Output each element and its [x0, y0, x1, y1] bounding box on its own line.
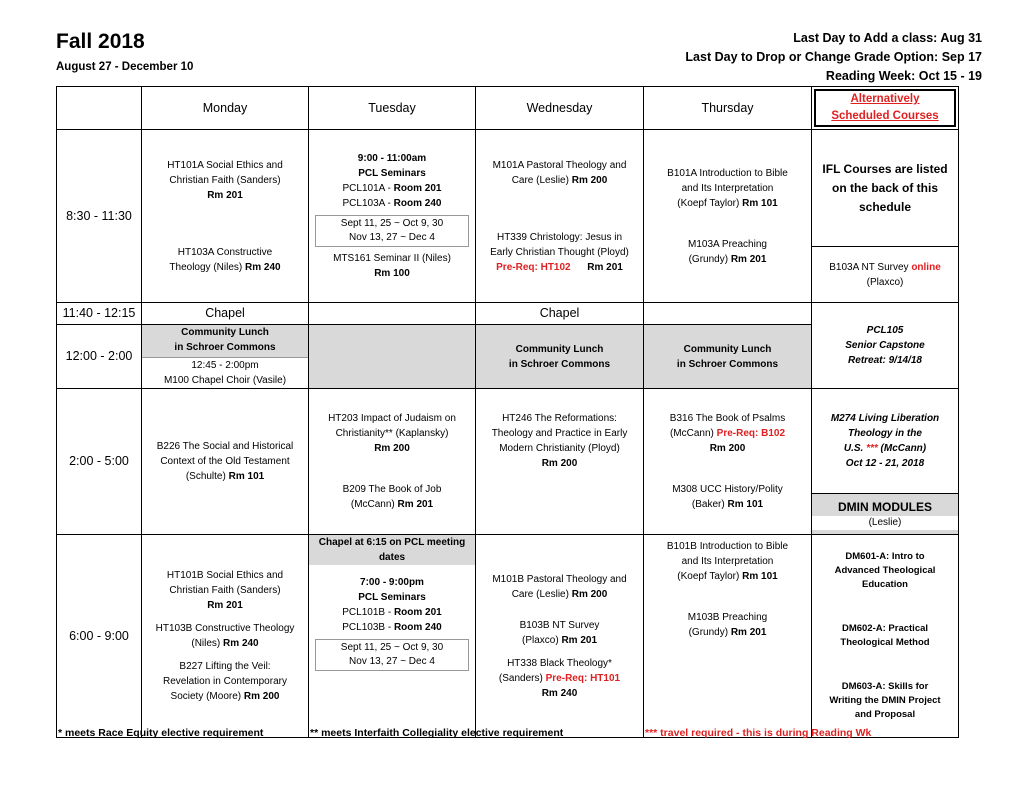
- session-time: 7:00 - 9:00pm: [360, 577, 424, 588]
- course-line: HT103B Constructive Theology: [155, 623, 295, 634]
- meeting-dates-box: [315, 639, 469, 671]
- ifl-line: on the back of this: [831, 180, 938, 195]
- schedule-table: [56, 86, 959, 738]
- course-line: Pre-Req: HT102 Rm 201: [496, 261, 623, 273]
- course-line: HT246 The Reformations:: [502, 413, 617, 424]
- course-line: (McCann) Pre-Req: B102: [669, 428, 786, 439]
- header-row: [57, 87, 959, 130]
- dmin-course: and Proposal: [854, 709, 916, 720]
- online-course: [812, 246, 958, 302]
- meeting-dates: Sept 11, 25 ~ Oct 9, 30: [340, 642, 444, 653]
- col-tuesday: Tuesday: [309, 87, 476, 130]
- alt-header-line2: Scheduled Courses: [831, 110, 939, 122]
- course-line: (Schulte) Rm 101: [185, 471, 265, 482]
- dmin-instructor: (Leslie): [812, 516, 958, 530]
- lunch-line: Community Lunch: [683, 343, 772, 355]
- course-line: HT338 Black Theology*: [507, 657, 612, 669]
- course-line: MTS161 Seminar II (Niles): [333, 253, 451, 264]
- course-line: PCL103A - Room 240: [342, 198, 442, 209]
- course-line: (Niles) Rm 240: [191, 638, 259, 649]
- dmin-header: [812, 493, 958, 534]
- add-deadline: Last Day to Add a class: Aug 31: [793, 31, 982, 45]
- course-line: (Grundy) Rm 201: [688, 627, 767, 638]
- cell-alt-evening: [812, 535, 959, 738]
- term-dates: August 27 - December 10: [56, 61, 194, 73]
- dmin-course: DM601-A: Intro to: [845, 551, 925, 562]
- course-line: Theology and Practice in Early: [491, 428, 628, 439]
- footnote-race: * meets Race Equity elective requirement: [58, 727, 264, 739]
- session-title: PCL Seminars: [358, 592, 426, 603]
- course-line: PCL103B - Room 240: [342, 622, 442, 633]
- course-line: M103A Preaching: [688, 238, 767, 250]
- time-cell: 2:00 - 5:00: [57, 389, 142, 535]
- course-line: (Baker) Rm 101: [691, 499, 764, 510]
- course-line: Care (Leslie) Rm 200: [511, 174, 608, 186]
- cell-alt-morning: [812, 130, 959, 303]
- dmin-course: DM602-A: Practical: [841, 623, 929, 634]
- dmin-course: Education: [862, 579, 908, 590]
- room: Rm 200: [541, 458, 578, 469]
- time-cell: 12:00 - 2:00: [57, 325, 142, 389]
- session-time: 9:00 - 11:00am: [357, 153, 427, 164]
- room: Rm 100: [374, 268, 410, 279]
- dmin-title: DMIN MODULES: [838, 500, 932, 514]
- lunch-line: in Schroer Commons: [174, 342, 276, 353]
- course-line: HT101B Social Ethics and: [166, 570, 284, 581]
- lunch-line: in Schroer Commons: [676, 358, 779, 370]
- time-cell: 11:40 - 12:15: [57, 303, 142, 325]
- capstone-date: Retreat: 9/14/18: [848, 355, 922, 366]
- meeting-dates: Nov 13, 27 ~ Dec 4: [349, 656, 435, 667]
- deadlines: [685, 29, 982, 86]
- corner-cell: [57, 87, 142, 130]
- row-afternoon: [57, 389, 959, 535]
- cell-mon-evening: [142, 535, 309, 738]
- dmin-course: DM603-A: Skills for: [841, 681, 929, 692]
- cell-wed-afternoon: [476, 389, 644, 535]
- room: Rm 240: [541, 687, 578, 699]
- prereq: Pre-Req: B102: [716, 428, 786, 439]
- meeting-dates: Sept 11, 25 ~ Oct 9, 30: [340, 218, 444, 229]
- dmin-course: Advanced Theological: [834, 565, 936, 576]
- room: Rm 201: [207, 189, 243, 201]
- course-line: B103B NT Survey: [519, 619, 600, 631]
- cell-thu-morning: [644, 130, 812, 303]
- course-line: Christian Faith (Sanders): [169, 174, 281, 186]
- ifl-line: IFL Courses are listed: [822, 161, 948, 176]
- course-line: (Koepf Taylor) Rm 101: [677, 571, 778, 582]
- cell-tue-lunch: [309, 325, 476, 389]
- dmin-course: Theological Method: [840, 637, 930, 648]
- lunch-line: Community Lunch: [181, 327, 269, 338]
- time-cell: 6:00 - 9:00: [57, 535, 142, 738]
- course-line: Care (Leslie) Rm 200: [511, 588, 608, 600]
- empty-cell: [309, 303, 476, 325]
- col-monday: Monday: [142, 87, 309, 130]
- course-line: (Plaxco) Rm 201: [521, 634, 598, 646]
- chapel-wed: Chapel: [476, 303, 644, 325]
- lunch-line: in Schroer Commons: [508, 358, 611, 370]
- cell-thu-evening: [644, 535, 812, 738]
- course-line: M274 Living Liberation: [830, 413, 940, 424]
- course-line: B101B Introduction to Bible: [666, 541, 789, 552]
- cell-wed-lunch: [476, 325, 644, 389]
- footnote-travel: *** travel required - this is during Reading Wk: [645, 727, 872, 739]
- cell-tue-evening: [309, 535, 476, 738]
- online-tag: online: [911, 261, 941, 273]
- course-line: Christianity** (Kaplansky): [335, 428, 449, 439]
- chapel-note-line: dates: [378, 552, 406, 563]
- ifl-line: schedule: [858, 199, 912, 214]
- course-line: (Plaxco): [866, 276, 904, 288]
- ifl-note: [812, 130, 958, 246]
- course-dates: Oct 12 - 21, 2018: [845, 458, 925, 469]
- cell-mon-lunch: [142, 325, 309, 389]
- course-line: Theology (Niles) Rm 240: [169, 261, 281, 273]
- room: Rm 200: [374, 443, 410, 454]
- page-title: Fall 2018: [56, 30, 145, 53]
- course-line: B101A Introduction to Bible: [667, 167, 788, 179]
- drop-deadline: Last Day to Drop or Change Grade Option: Sep 17: [685, 50, 982, 64]
- alt-header: [814, 89, 956, 127]
- col-alternative: [812, 87, 959, 130]
- cell-alt-midday: [812, 303, 959, 389]
- course-line: Revelation in Contemporary: [163, 676, 287, 687]
- chapel-note: [309, 535, 475, 565]
- course-line: Modern Christianity (Ployd): [499, 443, 620, 454]
- alt-header-line1: Alternatively: [850, 93, 920, 105]
- course-line: PCL101B - Room 201: [342, 607, 442, 618]
- room: Rm 240: [245, 261, 281, 273]
- meeting-dates: Nov 13, 27 ~ Dec 4: [349, 232, 435, 243]
- cell-thu-lunch: [644, 325, 812, 389]
- course-line: B103A NT Survey online: [829, 261, 941, 273]
- prereq: Pre-Req: HT101: [545, 672, 621, 684]
- course-line: HT339 Christology: Jesus in: [496, 231, 623, 243]
- course-line: and Its Interpretation: [681, 556, 774, 567]
- course-line: M101A Pastoral Theology and: [492, 159, 627, 171]
- reading-week: Reading Week: Oct 15 - 19: [825, 69, 982, 83]
- capstone-code: PCL105: [866, 325, 904, 336]
- course-line: Society (Moore) Rm 200: [170, 691, 280, 702]
- cell-wed-morning: [476, 130, 644, 303]
- cell-alt-afternoon: [812, 389, 959, 535]
- course-line: M103B Preaching: [687, 612, 768, 623]
- room: Rm 201: [207, 600, 243, 611]
- meeting-dates-box: [315, 215, 469, 247]
- course-line: (McCann) Rm 201: [350, 499, 434, 510]
- course-line: U.S. *** (McCann): [843, 443, 927, 454]
- course-line: 12:45 - 2:00pm: [191, 360, 259, 371]
- row-chapel: [57, 303, 959, 325]
- chapel-note-line: Chapel at 6:15 on PCL meeting: [318, 537, 466, 548]
- course-line: (Sanders) Pre-Req: HT101: [498, 672, 621, 684]
- row-evening: [57, 535, 959, 738]
- cell-tue-afternoon: [309, 389, 476, 535]
- prereq: Pre-Req: HT102: [496, 261, 571, 273]
- col-wednesday: Wednesday: [476, 87, 644, 130]
- cell-mon-morning: [142, 130, 309, 303]
- course-line: B316 The Book of Psalms: [669, 413, 786, 424]
- course-line: HT203 Impact of Judaism on: [328, 413, 456, 424]
- course-line: Christian Faith (Sanders): [169, 585, 281, 596]
- cell-thu-afternoon: [644, 389, 812, 535]
- chapel-mon: Chapel: [142, 303, 309, 325]
- session-title: PCL Seminars: [358, 168, 426, 179]
- row-morning: [57, 130, 959, 303]
- choir-box: [142, 357, 308, 388]
- cell-tue-morning: [309, 130, 476, 303]
- travel-course: [812, 389, 958, 493]
- course-line: PCL101A - Room 201: [342, 183, 442, 194]
- lunch-line: Community Lunch: [515, 343, 604, 355]
- course-line: (Grundy) Rm 201: [688, 253, 767, 265]
- dmin-course: Writing the DMIN Project: [829, 695, 941, 706]
- time-cell: 8:30 - 11:30: [57, 130, 142, 303]
- cell-mon-afternoon: [142, 389, 309, 535]
- course-line: M101B Pastoral Theology and: [492, 573, 627, 585]
- course-line: M308 UCC History/Polity: [672, 484, 783, 495]
- course-line: M100 Chapel Choir (Vasile): [163, 375, 287, 386]
- empty-cell: [644, 303, 812, 325]
- course-line: B227 Lifting the Veil:: [179, 661, 271, 672]
- course-line: HT101A Social Ethics and: [167, 159, 283, 171]
- course-line: Early Christian Thought (Ployd): [490, 246, 629, 258]
- course-line: B226 The Social and Historical: [156, 441, 294, 452]
- course-line: B209 The Book of Job: [342, 484, 442, 495]
- course-line: Theology in the: [848, 428, 922, 439]
- travel-mark: ***: [866, 443, 878, 454]
- course-line: (Koepf Taylor) Rm 101: [677, 197, 778, 209]
- cell-wed-evening: [476, 535, 644, 738]
- footnote-interfaith: ** meets Interfaith Collegiality elective requirement: [310, 727, 564, 739]
- course-line: HT103A Constructive: [177, 246, 273, 258]
- col-thursday: Thursday: [644, 87, 812, 130]
- course-line: and Its Interpretation: [681, 182, 774, 194]
- course-line: Context of the Old Testament: [160, 456, 290, 467]
- capstone-title: Senior Capstone: [845, 340, 925, 351]
- room: Rm 200: [709, 443, 746, 454]
